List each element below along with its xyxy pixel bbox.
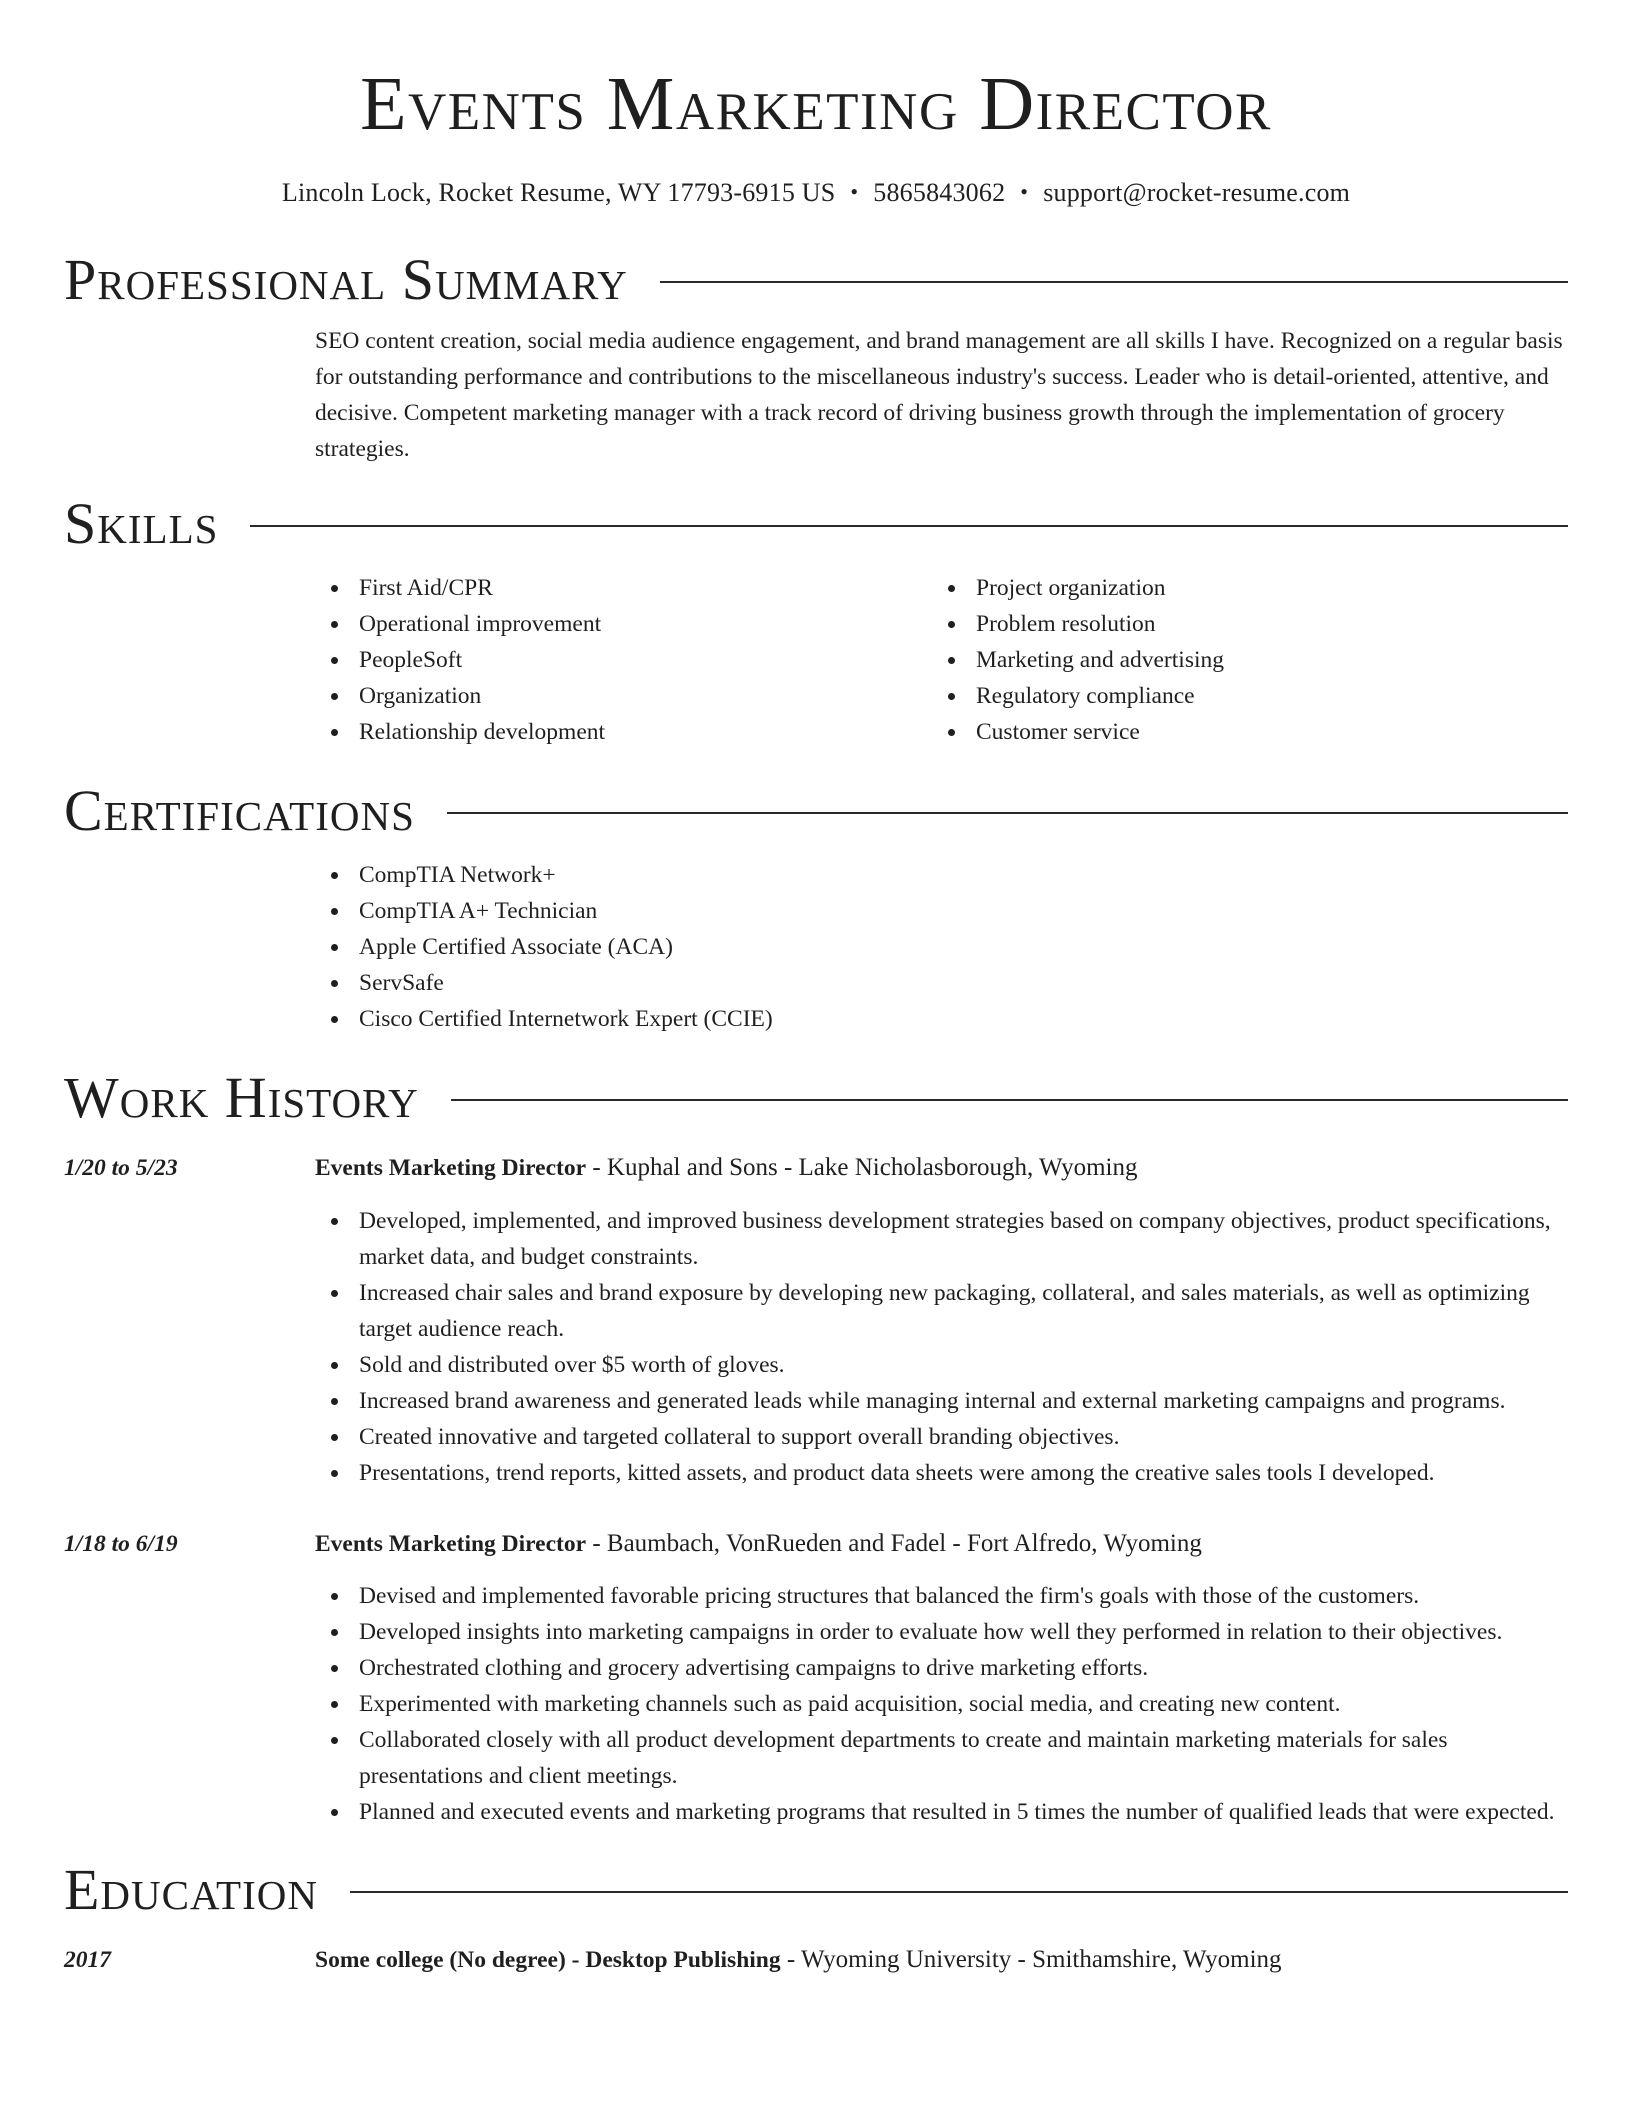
summary-section [0, 248, 1632, 467]
summary-heading [64, 248, 1568, 312]
section-title: Professional Summary [64, 247, 628, 312]
contact-separator: • [1020, 179, 1029, 204]
contact-phone: 5865843062 [873, 178, 1006, 207]
skill-item: First Aid/CPR [315, 570, 932, 606]
contact-line [0, 176, 1632, 211]
section-divider [660, 281, 1568, 283]
skills-list-left [315, 570, 932, 750]
section-title: Work History [64, 1065, 419, 1130]
job-employer: - Kuphal and Sons - Lake Nicholasborough, Wyoming [586, 1154, 1138, 1181]
job-bullet: Orchestrated clothing and grocery advertising campaigns to drive marketing efforts. [315, 1650, 1568, 1686]
job-bullet: Experimented with marketing channels such as paid acquisition, social media, and creating new content. [315, 1686, 1568, 1722]
education-school: - Wyoming University - Smithamshire, Wyoming [780, 1946, 1282, 1973]
resume-header [0, 0, 1632, 211]
skill-item: Customer service [932, 714, 1549, 750]
skill-item: Regulatory compliance [932, 678, 1549, 714]
job-heading [315, 1526, 1568, 1562]
work-history-heading [64, 1066, 1568, 1130]
job-entry [64, 1150, 1568, 1491]
job-employer: - Baumbach, VonRueden and Fadel - Fort Alfredo, Wyoming [586, 1530, 1202, 1557]
skill-item: PeopleSoft [315, 642, 932, 678]
certification-item: CompTIA Network+ [315, 857, 1568, 893]
skills-section [0, 492, 1632, 750]
skill-item: Organization [315, 678, 932, 714]
job-dates: 1/18 to 6/19 [64, 1531, 178, 1557]
contact-address: Lincoln Lock, Rocket Resume, WY 17793-6915 US [281, 178, 836, 207]
job-bullet: Increased brand awareness and generated leads while managing internal and external marketing campaigns and programs. [315, 1383, 1568, 1419]
job-title: Events Marketing Director [315, 1155, 587, 1181]
section-divider [350, 1891, 1568, 1893]
job-bullet: Developed, implemented, and improved business development strategies based on company objectives, product specifications, market data, and budget constraints. [315, 1203, 1568, 1275]
certification-item: ServSafe [315, 965, 1568, 1001]
education-heading-line [315, 1942, 1568, 1978]
skill-item: Relationship development [315, 714, 932, 750]
contact-email: support@rocket-resume.com [1043, 178, 1351, 207]
skill-item: Marketing and advertising [932, 642, 1549, 678]
job-bullets [315, 1578, 1568, 1830]
skill-item: Operational improvement [315, 606, 932, 642]
job-bullet: Planned and executed events and marketing programs that resulted in 5 times the number of qualified leads that were expected. [315, 1794, 1568, 1830]
certification-item: Apple Certified Associate (ACA) [315, 929, 1568, 965]
education-entry [64, 1942, 1568, 1978]
job-bullet: Sold and distributed over $5 worth of gloves. [315, 1347, 1568, 1383]
work-history-section [0, 1066, 1632, 1830]
job-bullet: Created innovative and targeted collateral to support overall branding objectives. [315, 1419, 1568, 1455]
job-heading [315, 1150, 1568, 1186]
education-year: 2017 [64, 1947, 111, 1973]
job-entry [64, 1526, 1568, 1830]
job-title: Events Marketing Director [315, 1531, 587, 1557]
section-title: Skills [64, 491, 219, 556]
section-title: Certifications [64, 778, 415, 843]
certifications-section [0, 779, 1632, 1037]
summary-text: SEO content creation, social media audience engagement, and brand management are all skills I have. Recognized on a regular basis for outstanding performance and contributions to the miscellaneous industry's success. Leader who is detail-oriented, attentive, and decisive. Competent marketing manager with a track record of driving business growth through the implementation of grocery strategies. [315, 328, 1563, 462]
certifications-heading [64, 779, 1568, 843]
skills-heading [64, 492, 1568, 556]
education-heading [64, 1858, 1568, 1922]
candidate-title: Events Marketing Director [360, 62, 1272, 146]
skill-item: Problem resolution [932, 606, 1549, 642]
section-divider [250, 525, 1568, 527]
certifications-list [315, 857, 1568, 1037]
contact-separator: • [850, 179, 859, 204]
job-bullet: Increased chair sales and brand exposure by developing new packaging, collateral, and sales materials, as well as optimizing target audience reach. [315, 1275, 1568, 1347]
job-bullet: Collaborated closely with all product development departments to create and maintain marketing materials for sales presentations and client meetings. [315, 1722, 1568, 1794]
skill-item: Project organization [932, 570, 1549, 606]
section-title: Education [64, 1857, 318, 1922]
certification-item: Cisco Certified Internetwork Expert (CCIE) [315, 1001, 1568, 1037]
certification-item: CompTIA A+ Technician [315, 893, 1568, 929]
education-section [0, 1858, 1632, 1978]
section-divider [451, 1099, 1568, 1101]
section-divider [447, 812, 1568, 814]
job-dates: 1/20 to 5/23 [64, 1155, 178, 1181]
job-bullets [315, 1203, 1568, 1491]
job-bullet: Devised and implemented favorable pricing structures that balanced the firm's goals with those of the customers. [315, 1578, 1568, 1614]
education-degree: Some college (No degree) - Desktop Publishing [315, 1947, 781, 1973]
skills-list-right [932, 570, 1549, 750]
job-bullet: Presentations, trend reports, kitted assets, and product data sheets were among the creative sales tools I developed. [315, 1455, 1568, 1491]
job-bullet: Developed insights into marketing campaigns in order to evaluate how well they performed in relation to their objectives. [315, 1614, 1568, 1650]
